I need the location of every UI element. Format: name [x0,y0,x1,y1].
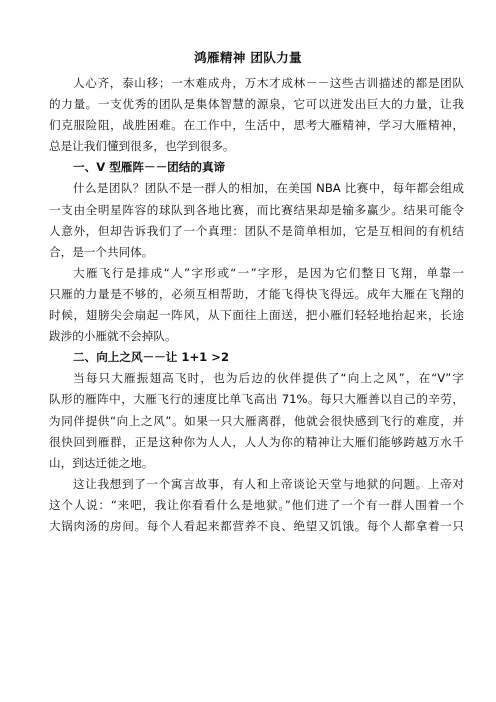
section-heading: 一、V 型雁阵－－团结的真谛 [73,160,226,175]
body-text-line: 队形的雁阵中，大雁飞行的速度比单飞高出 71%。每只大雁善以自己的辛劳， [49,392,464,407]
body-text-line: 这个人说：“来吧，我让你看看什么是地狱。”他们进了一个有一群人围着一个 [49,497,464,512]
body-text-line: 们克服险阻，战胜困难。在工作中，生活中，思考大雁精神，学习大雁精神， [49,118,464,133]
body-text-line: 跋涉的小雁就不会掉队。 [49,329,177,344]
document-body [49,73,464,537]
body-text-line: 总是让我们懂到很多，也学到很多。 [49,139,235,154]
body-text-line: 为同伴提供“向上之风”。如果一只大雁离群，他就会很快感到飞行的难度，并 [49,413,464,428]
body-text-line: 这让我想到了一个寓言故事，有人和上帝谈论天堂与地狱的问题。上帝对 [73,476,464,491]
body-text-line: 什么是团队？团队不是一群人的相加，在美国 NBA 比赛中，每年都会组成 [73,181,464,196]
body-text-line: 很快回到雁群，正是这种你为人人，人人为你的精神让大雁们能够跨越万水千 [49,434,464,449]
body-text-line: 合，是一个共同体。 [49,244,154,259]
body-text-line: 人心齐，泰山移；一木难成舟，万木才成林－－这些古训描述的都是团队 [73,76,464,90]
body-text-line: 只雁的力量是不够的，必须互相帮助，才能飞得快飞得远。成年大雁在飞翔的 [49,286,464,301]
body-text-line: 当每只大雁振翅高飞时，也为后边的伙伴提供了“向上之风”，在“V”字 [73,371,464,386]
body-text-line: 时候，翅膀尖会扇起一阵风，从下面往上面送，把小雁们轻轻地抬起来，长途 [49,308,464,323]
section-heading: 二、向上之风－－让 1+1 >2 [73,350,230,365]
body-text-line: 大锅肉汤的房间。每个人看起来都营养不良、绝望又饥饿。每个人都拿着一只 [49,518,464,533]
body-text-line: 的力量。一支优秀的团队是集体智慧的源泉，它可以迸发出巨大的力量，让我 [49,97,464,112]
body-text-line: 山，到达迁徙之地。 [49,455,154,470]
body-text-line: 一支由全明星阵容的球队到各地比赛，而比赛结果却是输多赢少。结果可能令 [49,202,464,217]
body-text-line: 人意外，但却告诉我们了一个真理：团队不是简单相加，它是互相间的有机结 [49,223,464,238]
document-title: 鸿雁精神 团队力量 [194,50,302,65]
body-text-line: 大雁飞行是排成“人”字形或“一”字形，是因为它们整日飞翔，单靠一 [73,265,464,280]
